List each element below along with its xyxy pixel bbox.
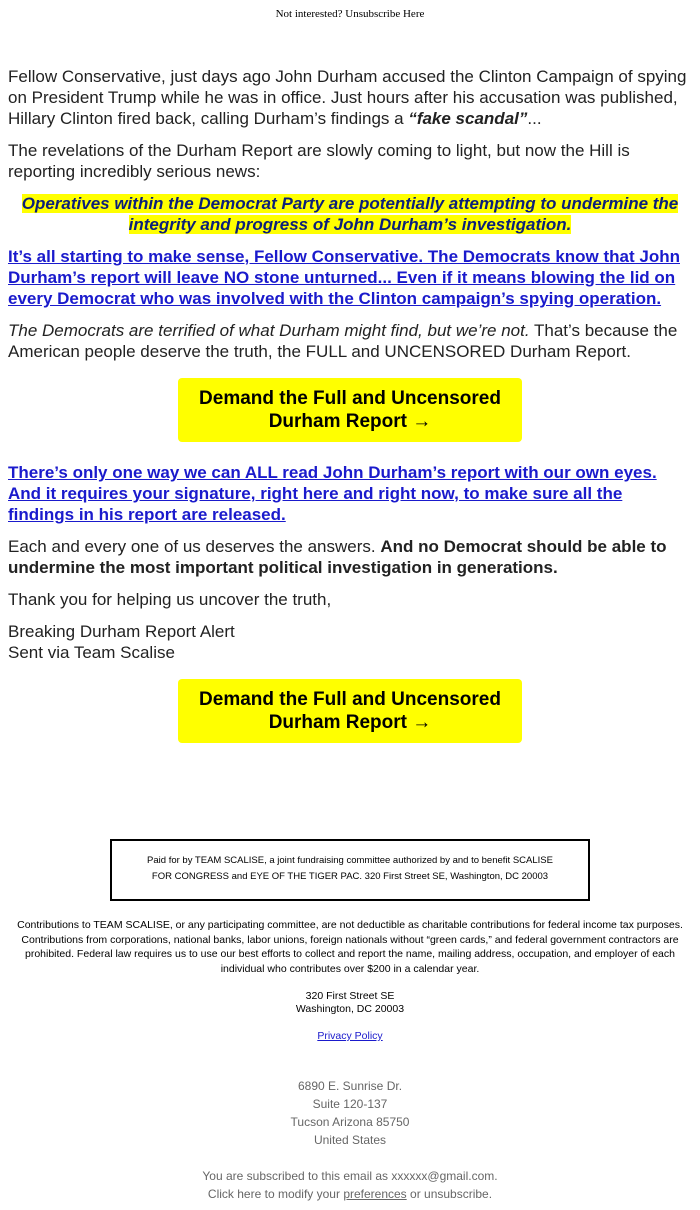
intro-paragraph <box>8 66 692 129</box>
email-body <box>8 66 692 763</box>
cta-line-2: Durham Report → <box>268 411 432 432</box>
committee-address-line-2: Washington, DC 20003 <box>295 1002 405 1015</box>
legal-disclaimer: Contributions to TEAM SCALISE, or any participating committee, are not deductible as charitable contributions for federal income tax purposes. Contributions from corporations, national banks, labor unions, foreign nationals without “green cards,” and federal government contractors are prohibited. Federal law requires us to use our best efforts to collect and report the name, mailing address, occupation, and employer of each individual who contributes over $200 in a calendar year. <box>17 919 683 975</box>
signature <box>8 621 692 663</box>
answers-text: Each and every one of us deserves the answers. <box>8 537 381 556</box>
privacy-policy-link[interactable]: Privacy Policy <box>317 1030 383 1042</box>
sender-address-line-1: 6890 E. Sunrise Dr. <box>297 1079 403 1093</box>
paid-for-line-1: Paid for by TEAM SCALISE, a joint fundraising committee authorized by and to benefit SCALISE <box>147 855 553 866</box>
terrified-paragraph <box>8 320 692 362</box>
unsubscribe-header <box>0 8 700 20</box>
callout-text: Operatives within the Democrat Party are potentially attempting to undermine the integrity and progress of John Durham’s investigation. <box>21 194 679 234</box>
fake-scandal-quote: “fake scandal” <box>408 109 528 128</box>
demand-report-button-2[interactable] <box>178 679 522 743</box>
modify-prefix: Click here to modify your <box>207 1187 344 1201</box>
privacy-policy-row <box>0 1030 700 1042</box>
terrified-italic: The Democrats are terrified of what Durham might find, but we’re not. <box>8 321 530 340</box>
demand-report-button[interactable] <box>178 378 522 442</box>
thank-you-paragraph: Thank you for helping us uncover the truth, <box>8 590 332 609</box>
signature-line-2: Sent via Team Scalise <box>8 643 175 662</box>
committee-address-line-1: 320 First Street SE <box>305 990 395 1002</box>
cta-line-1: Demand the Full and Uncensored <box>199 689 501 710</box>
terrified-rest: That’s because the American people deserve the truth, the FULL and UNCENSORED Durham Report. <box>8 321 678 361</box>
signature-line-1: Breaking Durham Report Alert <box>8 622 235 641</box>
highlight-callout <box>8 193 692 235</box>
subscription-footer <box>0 1167 700 1203</box>
petition-link-1[interactable]: It’s all starting to make sense, Fellow Conservative. The Democrats know that John Durham’s report will leave NO stone unturned... Even if it means blowing the lid on every Democrat who was involved with the Clinton campaign’s spying operation. <box>8 247 680 308</box>
petition-link-2[interactable]: There’s only one way we can ALL read John Durham’s report with our own eyes. And it requires your signature, right here and right now, to make sure all the findings in his report are released. <box>8 463 657 524</box>
paid-for-disclaimer <box>110 839 590 901</box>
cta-wrapper-2 <box>8 679 692 743</box>
committee-address <box>0 990 700 1015</box>
answers-paragraph <box>8 536 692 578</box>
intro-text: Fellow Conservative, just days ago John Durham accused the Clinton Campaign of spying on President Trump while he was in office. Just hours after his accusation was published, Hillary Clinton fired back, calling Durham’s findings a <box>8 67 687 128</box>
cta-wrapper-1 <box>8 378 692 442</box>
subscribed-text: You are subscribed to this email as xxxxxx@gmail.com. <box>202 1169 498 1183</box>
sender-address-line-4: United States <box>313 1133 387 1147</box>
cta-line-2: Durham Report → <box>268 712 432 733</box>
paid-for-line-2: FOR CONGRESS and EYE OF THE TIGER PAC. 320 First Street SE, Washington, DC 20003 <box>151 871 549 882</box>
unsubscribe-link[interactable]: Not interested? Unsubscribe Here <box>275 8 425 20</box>
answers-bold: And no Democrat should be able to undermine the most important political investigation in generations. <box>8 537 667 577</box>
preferences-link[interactable]: preferences <box>343 1187 407 1201</box>
cta-line-1: Demand the Full and Uncensored <box>199 388 501 409</box>
sender-address-line-3: Tucson Arizona 85750 <box>290 1115 410 1129</box>
sender-address <box>0 1077 700 1149</box>
modify-suffix: or unsubscribe. <box>406 1187 493 1201</box>
intro-ellipsis: ... <box>527 109 542 128</box>
sender-address-line-2: Suite 120-137 <box>312 1097 388 1111</box>
revelations-paragraph: The revelations of the Durham Report are slowly coming to light, but now the Hill is reporting incredibly serious news: <box>8 141 630 181</box>
